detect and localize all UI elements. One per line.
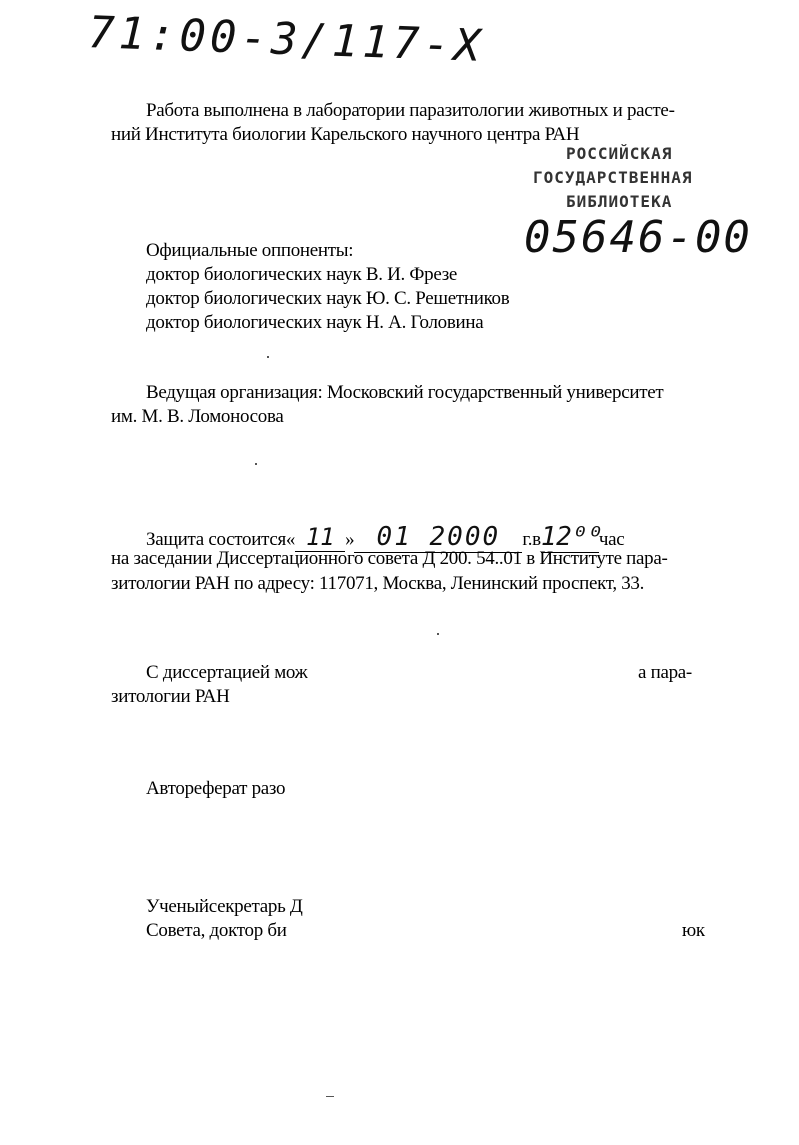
secretary-line-2-end: юк (682, 920, 705, 941)
opponents-heading: Официальные оппоненты: (146, 240, 354, 261)
defense-prefix: Защита состоится« (146, 529, 296, 550)
opponent-item: доктор биологических наук Ю. С. Решетников (146, 288, 510, 309)
library-line-1-start: С диссертацией мож (146, 662, 308, 683)
handwritten-registration-number: 05646-00 (524, 212, 752, 263)
scan-speck (326, 1096, 334, 1097)
defense-year-label: г.в (522, 529, 541, 550)
lead-org-line-2: им. М. В. Ломоносова (111, 406, 284, 427)
secretary-line-1: Ученыйсекретарь Д (146, 896, 303, 917)
defense-line-2: на заседании Диссертационного совета Д 200. 54..01 в Институте пара- (111, 548, 668, 569)
library-line-2: зитологии РАН (111, 686, 230, 707)
abstract-line: Автореферат разо (146, 778, 286, 799)
library-stamp-line-3: БИБЛИОТЕКА (566, 192, 673, 211)
defense-separator: » (345, 529, 355, 550)
library-stamp-line-1: РОССИЙСКАЯ (566, 144, 673, 163)
secretary-line-2-start: Совета, доктор би (146, 920, 287, 941)
defense-time: 12⁰⁰ (540, 522, 603, 552)
library-line-1-end: а пара- (638, 662, 692, 683)
scan-speck (437, 633, 439, 635)
scan-speck (255, 463, 257, 465)
intro-line-2: ний Института биологии Карельского научного центра РАН (111, 124, 580, 145)
opponent-item: доктор биологических наук В. И. Фрезе (146, 264, 458, 285)
defense-day: 11 (305, 523, 335, 551)
defense-date: 01 2000 (376, 522, 501, 552)
intro-line-1: Работа выполнена в лаборатории паразитологии животных и расте- (146, 100, 675, 121)
handwritten-call-number: 71:00-3/117-X (87, 7, 486, 72)
lead-org-line-1: Ведущая организация: Московский государственный университет (146, 382, 664, 403)
defense-hour-label: час (598, 529, 625, 550)
library-stamp-line-2: ГОСУДАРСТВЕННАЯ (533, 168, 693, 187)
scan-speck (267, 356, 269, 358)
defense-line-3: зитологии РАН по адресу: 117071, Москва, Ленинский проспект, 33. (111, 573, 645, 594)
opponent-item: доктор биологических наук Н. А. Головина (146, 312, 484, 333)
